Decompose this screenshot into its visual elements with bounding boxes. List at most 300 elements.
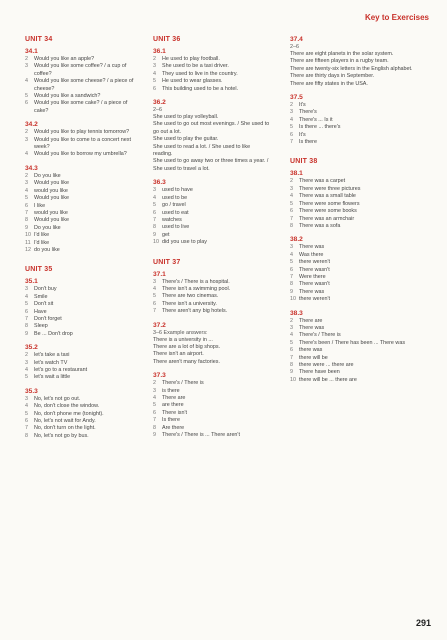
answer-number: 6: [153, 85, 156, 92]
answer-number: 10: [290, 376, 296, 383]
answer-item: [290, 347, 425, 354]
exercise-section: [290, 36, 425, 88]
answer-item: [290, 296, 425, 303]
answer-number: 9: [25, 330, 28, 337]
answer-line: There isn't an airport.: [153, 351, 204, 358]
exercise-number: 37.2: [153, 321, 166, 329]
exercise-subtitle: 3–6 Example answers:: [153, 329, 208, 336]
answer-item: [290, 201, 425, 208]
answer-number: 7: [290, 139, 293, 146]
answer-item: [25, 425, 143, 432]
answer-text: Don't forget: [34, 315, 62, 322]
answer-item: [25, 203, 143, 210]
answer-number: 7: [25, 425, 28, 432]
answer-number: 9: [290, 369, 293, 376]
answer-item: [25, 137, 143, 152]
answer-number: 3: [25, 180, 28, 187]
answer-text: Would you like some coffee? / a cup of coffee?: [34, 63, 127, 77]
answer-number: 4: [25, 293, 28, 300]
answer-line: There are twenty-six letters in the English alphabet.: [290, 65, 413, 72]
answer-item: [25, 374, 143, 381]
answer-number: 5: [25, 374, 28, 381]
exercise-section: [153, 48, 271, 93]
answer-item: [25, 352, 143, 359]
unit-title: UNIT 38: [290, 158, 318, 166]
answer-text: let's go to a restaurant: [34, 367, 88, 373]
answer-text: there will be: [299, 354, 328, 361]
answer-text: Was there: [299, 251, 324, 258]
answer-text: There are: [299, 317, 323, 324]
column-2: [153, 36, 271, 445]
answer-line: There aren't many factories.: [153, 358, 220, 365]
answer-item: [153, 63, 271, 70]
answer-item: [290, 274, 425, 281]
answer-line: There are eight planets in the solar system.: [290, 51, 394, 57]
answer-line: There are fifty states in the USA.: [290, 80, 368, 87]
answer-text: are there: [162, 402, 184, 409]
answer-number: 2: [290, 317, 293, 324]
answer-text: There was a carpet: [299, 178, 346, 185]
answer-text: Were there: [299, 273, 326, 280]
answer-text: let's wait a little: [34, 374, 71, 381]
exercise-section: [290, 94, 425, 146]
answer-number: 4: [153, 70, 156, 77]
exercise-section: [290, 170, 425, 230]
answer-number: 3: [290, 324, 293, 331]
answer-number: 5: [153, 78, 156, 85]
answer-number: 12: [25, 246, 31, 253]
answer-number: 8: [290, 222, 293, 229]
answer-text: There are: [162, 395, 186, 401]
answer-line: There are fifteen players in a rugby team.: [290, 58, 389, 65]
answer-number: 9: [25, 224, 28, 231]
answer-item: [290, 139, 425, 146]
answer-text: I like: [34, 202, 46, 209]
answer-text: used to eat: [162, 209, 189, 216]
answer-text: No, don't turn on the light.: [34, 425, 96, 432]
answer-item: [25, 100, 143, 115]
exercise-section: [25, 165, 143, 254]
answer-text: There were some books: [299, 208, 357, 215]
answer-item: [25, 210, 143, 217]
answer-item: [153, 432, 271, 439]
answer-number: 3: [25, 136, 28, 143]
answer-text: Do you like: [34, 172, 61, 179]
unit-title: UNIT 34: [25, 36, 53, 43]
answer-number: 6: [25, 418, 28, 425]
answer-item: [290, 124, 425, 131]
answer-number: 5: [25, 410, 28, 417]
answer-number: 6: [153, 209, 156, 216]
exercise-section: [25, 48, 143, 115]
exercise-section: [25, 278, 143, 338]
answer-text: there weren't: [299, 296, 330, 303]
answer-text: There's / There is: [162, 380, 204, 387]
answer-item: [25, 411, 143, 418]
exercise-section: [25, 388, 143, 440]
answer-item: [153, 286, 271, 293]
answer-number: 7: [290, 273, 293, 280]
answer-number: 2: [25, 56, 28, 62]
answer-item: [290, 252, 425, 259]
answer-item: [153, 86, 271, 93]
answer-text: There was: [299, 288, 325, 295]
column-3: [290, 36, 425, 390]
answer-text: Is there ... there's: [299, 124, 341, 131]
answer-text: There was: [299, 324, 325, 331]
exercise-number: 34.3: [25, 164, 38, 172]
answer-number: 4: [153, 285, 156, 292]
exercise-number: 34.1: [25, 48, 38, 55]
answer-number: 3: [25, 286, 28, 293]
answer-text: It's: [299, 102, 306, 109]
answer-item: [153, 388, 271, 395]
answer-item: [153, 301, 271, 308]
page-header: Key to Exercises: [364, 13, 429, 22]
answer-text: I'd like: [34, 232, 50, 239]
answer-item: [25, 93, 143, 100]
answer-item: [25, 418, 143, 425]
answer-number: 6: [290, 347, 293, 354]
answer-text: do you like: [34, 246, 60, 253]
answer-text: Don't sit: [34, 301, 54, 308]
exercise-number: 37.5: [290, 94, 303, 102]
answer-number: 9: [153, 231, 156, 238]
answer-item: [25, 396, 143, 403]
answer-item: [290, 369, 425, 376]
answer-item: [25, 151, 143, 158]
answer-item: [290, 281, 425, 288]
answer-text: Are there: [162, 424, 185, 431]
answer-number: 4: [25, 187, 28, 194]
answer-item: [290, 223, 425, 230]
answer-number: 5: [290, 339, 293, 346]
answer-text: Would you like some cheese? / a piece of cheese?: [34, 78, 134, 92]
answer-number: 6: [290, 208, 293, 215]
exercise-number: 35.3: [25, 387, 38, 395]
unit-title: UNIT 35: [25, 266, 53, 274]
answer-item: [290, 109, 425, 116]
answer-item: [25, 433, 143, 440]
answer-number: 2: [153, 380, 156, 387]
answer-text: there was: [299, 347, 323, 354]
answer-line: There are thirty days in September.: [290, 73, 375, 80]
answer-line: She used to read a lot. / She used to like reading.: [153, 143, 251, 158]
answer-item: [153, 187, 271, 194]
answer-number: 7: [153, 308, 156, 315]
answer-number: 4: [153, 395, 156, 401]
answer-item: [153, 202, 271, 209]
answer-text: I'd like: [34, 239, 50, 246]
answer-text: There's / There is: [299, 332, 341, 339]
answer-item: [290, 318, 425, 325]
answer-number: 5: [25, 301, 28, 308]
answer-text: let's take a taxi: [34, 352, 70, 359]
answer-text: There wasn't: [299, 266, 330, 273]
answer-number: 8: [25, 323, 28, 330]
answer-text: There are two cinemas.: [162, 293, 219, 300]
answer-text: They used to live in the country.: [162, 70, 238, 77]
exercise-section: [153, 99, 271, 173]
answer-text: used to live: [162, 224, 190, 231]
answer-item: [290, 216, 425, 223]
exercise-number: 38.1: [290, 170, 303, 178]
answer-number: 4: [25, 78, 28, 85]
answer-number: 7: [290, 354, 293, 361]
answer-number: 2: [153, 56, 156, 62]
answer-number: 6: [25, 100, 28, 107]
answer-text: There isn't: [162, 409, 187, 416]
answer-text: There aren't any big hotels.: [162, 308, 228, 315]
answer-number: 5: [153, 293, 156, 300]
answer-number: 5: [290, 200, 293, 207]
exercise-number: 36.3: [153, 179, 166, 187]
answer-text: Would you like: [34, 217, 69, 224]
answer-text: It's: [299, 131, 306, 138]
answer-number: 7: [290, 215, 293, 222]
answer-number: 5: [25, 93, 28, 100]
answer-number: 10: [25, 232, 31, 239]
answer-item: [25, 367, 143, 374]
answer-text: would you like: [34, 209, 68, 216]
exercise-number: 37.1: [153, 270, 166, 278]
answer-item: [153, 210, 271, 217]
answer-text: There isn't a swimming pool.: [162, 285, 231, 292]
answer-number: 6: [25, 202, 28, 209]
answer-item: [25, 225, 143, 232]
answer-number: 5: [153, 202, 156, 209]
answer-item: [25, 294, 143, 301]
answer-item: [153, 232, 271, 239]
answer-item: [290, 244, 425, 251]
answer-number: 6: [25, 308, 28, 315]
answer-text: Would you like: [34, 195, 69, 202]
answer-item: [25, 78, 143, 93]
answer-text: Would you like to borrow my umbrella?: [34, 151, 127, 158]
answer-number: 4: [290, 116, 293, 123]
answer-item: [153, 217, 271, 224]
answer-number: 8: [290, 362, 293, 368]
exercise-subtitle: 2–6: [290, 44, 299, 50]
answer-text: Would you like to play tennis tomorrow?: [34, 129, 130, 136]
exercise-section: [25, 344, 143, 382]
answer-line: There is a university in ...: [153, 336, 213, 343]
exercise-number: 36.2: [153, 99, 166, 107]
answer-text: There have been: [299, 369, 340, 376]
exercise-subtitle: 2–6: [153, 107, 162, 114]
answer-number: 8: [290, 281, 293, 288]
answer-text: He used to wear glasses.: [162, 78, 223, 85]
answer-line: She used to play volleyball.: [153, 114, 219, 121]
answer-text: watches: [162, 216, 182, 223]
answer-item: [290, 289, 425, 296]
answer-number: 6: [290, 266, 293, 273]
answer-text: There wasn't: [299, 281, 330, 288]
answer-text: There's: [299, 109, 317, 116]
answer-text: There was a small table: [299, 193, 356, 200]
answer-text: is there: [162, 387, 180, 394]
answer-number: 4: [25, 367, 28, 373]
answer-number: 3: [25, 395, 28, 402]
answer-item: [290, 186, 425, 193]
answer-text: Smile: [34, 293, 48, 300]
answer-text: She used to be a taxi driver.: [162, 63, 229, 70]
answer-item: [153, 224, 271, 231]
answer-text: there will be ... there are: [299, 376, 357, 383]
answer-number: 8: [153, 224, 156, 231]
answer-item: [153, 380, 271, 387]
answer-item: [153, 279, 271, 286]
answer-item: [25, 240, 143, 247]
answer-item: [25, 331, 143, 338]
answer-text: There was: [299, 244, 325, 251]
answer-item: [153, 410, 271, 417]
answer-number: 3: [153, 63, 156, 70]
exercise-number: 34.2: [25, 121, 38, 129]
exercise-number: 35.2: [25, 344, 38, 352]
answer-text: No, let's not wait for Andy.: [34, 418, 96, 425]
answer-number: 7: [25, 315, 28, 322]
answer-item: [25, 301, 143, 308]
answer-item: [290, 259, 425, 266]
answer-item: [290, 117, 425, 124]
answer-item: [25, 63, 143, 78]
exercise-section: [153, 179, 271, 246]
answer-text: No, don't phone me (tonight).: [34, 410, 104, 417]
answer-text: Do you like: [34, 224, 61, 231]
exercise-section: [25, 121, 143, 159]
answer-item: [153, 239, 271, 246]
answer-number: 2: [25, 129, 28, 136]
exercise-section: [290, 310, 425, 385]
answer-text: Would you like a sandwich?: [34, 93, 101, 100]
answer-item: [25, 316, 143, 323]
answer-text: There was a sofa: [299, 222, 341, 229]
answer-text: let's watch TV: [34, 359, 68, 366]
answer-number: 5: [290, 259, 293, 266]
answer-text: There's been / There has been ... There was: [299, 339, 406, 346]
answer-number: 10: [153, 239, 159, 246]
unit-title: UNIT 36: [153, 36, 181, 43]
answer-item: [290, 267, 425, 274]
exercise-number: 38.2: [290, 236, 303, 244]
answer-text: go / travel: [162, 202, 186, 209]
answer-item: [25, 56, 143, 63]
exercise-section: [153, 322, 271, 367]
answer-text: Would you like to come to a concert next week?: [34, 136, 131, 151]
answer-item: [153, 78, 271, 85]
answer-item: [25, 173, 143, 180]
answer-item: [290, 377, 425, 384]
answer-number: 3: [290, 185, 293, 192]
answer-item: [290, 340, 425, 347]
answer-number: 5: [25, 195, 28, 202]
answer-number: 8: [25, 217, 28, 224]
answer-number: 3: [153, 278, 156, 285]
answer-text: there were ... there are: [299, 362, 354, 368]
answer-number: 3: [290, 244, 293, 251]
answer-text: used to be: [162, 194, 188, 201]
answer-number: 4: [153, 194, 156, 201]
answer-item: [25, 129, 143, 136]
answer-text: There isn't a university.: [162, 300, 217, 307]
answer-item: [153, 395, 271, 402]
answer-text: did you use to play: [162, 239, 207, 246]
answer-number: 5: [153, 402, 156, 409]
exercise-section: [290, 236, 425, 303]
answer-text: used to have: [162, 187, 193, 194]
exercise-number: 36.1: [153, 48, 166, 55]
answer-number: 3: [25, 359, 28, 366]
answer-item: [290, 362, 425, 369]
exercise-number: 35.1: [25, 278, 38, 286]
answer-item: [290, 102, 425, 109]
answer-item: [25, 360, 143, 367]
answer-text: There was an armchair: [299, 215, 355, 222]
answer-text: Would you like: [34, 180, 69, 187]
answer-item: [25, 188, 143, 195]
answer-number: 6: [153, 300, 156, 307]
answer-text: There's / There is ... There aren't: [162, 432, 240, 439]
answer-line: She used to play the guitar.: [153, 136, 219, 143]
answer-item: [25, 323, 143, 330]
answer-text: Is there: [299, 139, 317, 146]
answer-text: Sleep: [34, 323, 48, 330]
answer-item: [290, 132, 425, 139]
answer-text: No, let's not go by bus.: [34, 432, 89, 439]
answer-item: [25, 309, 143, 316]
answer-line: There are a lot of big shops.: [153, 343, 221, 350]
answer-line: She used to go out most evenings. / She used to go out a lot.: [153, 121, 270, 135]
answer-number: 2: [25, 172, 28, 179]
answer-number: 2: [25, 352, 28, 359]
exercise-number: 37.4: [290, 36, 303, 43]
answer-item: [25, 195, 143, 202]
answer-number: 3: [290, 109, 293, 116]
answer-item: [25, 217, 143, 224]
answer-item: [153, 308, 271, 315]
answer-item: [290, 355, 425, 362]
answer-number: 7: [153, 417, 156, 424]
answer-number: 8: [25, 432, 28, 439]
answer-item: [290, 178, 425, 185]
answer-text: No, let's not go out.: [34, 395, 81, 402]
answer-item: [153, 195, 271, 202]
answer-number: 6: [153, 409, 156, 416]
answer-number: 6: [290, 131, 293, 138]
answer-text: Would you like some cake? / a piece of cake?: [34, 100, 128, 114]
answer-text: there weren't: [299, 259, 330, 266]
answer-line: She used to go away two or three times a year. / She used to travel a lot.: [153, 158, 269, 172]
answer-number: 5: [290, 124, 293, 131]
answer-text: There were some flowers: [299, 200, 360, 207]
answer-text: He used to play football.: [162, 56, 220, 62]
answer-number: 4: [290, 332, 293, 339]
answer-text: would you like: [34, 187, 68, 194]
answer-text: Don't buy: [34, 286, 57, 293]
answer-text: This building used to be a hotel.: [162, 85, 239, 92]
answer-item: [290, 332, 425, 339]
answer-item: [25, 247, 143, 254]
answer-number: 8: [153, 424, 156, 431]
answer-item: [153, 293, 271, 300]
answer-text: No, don't close the window.: [34, 403, 100, 410]
answer-item: [25, 286, 143, 293]
column-1: [25, 36, 143, 446]
answer-text: Have: [34, 308, 47, 315]
answer-item: [290, 325, 425, 332]
answer-text: Is there: [162, 417, 180, 424]
